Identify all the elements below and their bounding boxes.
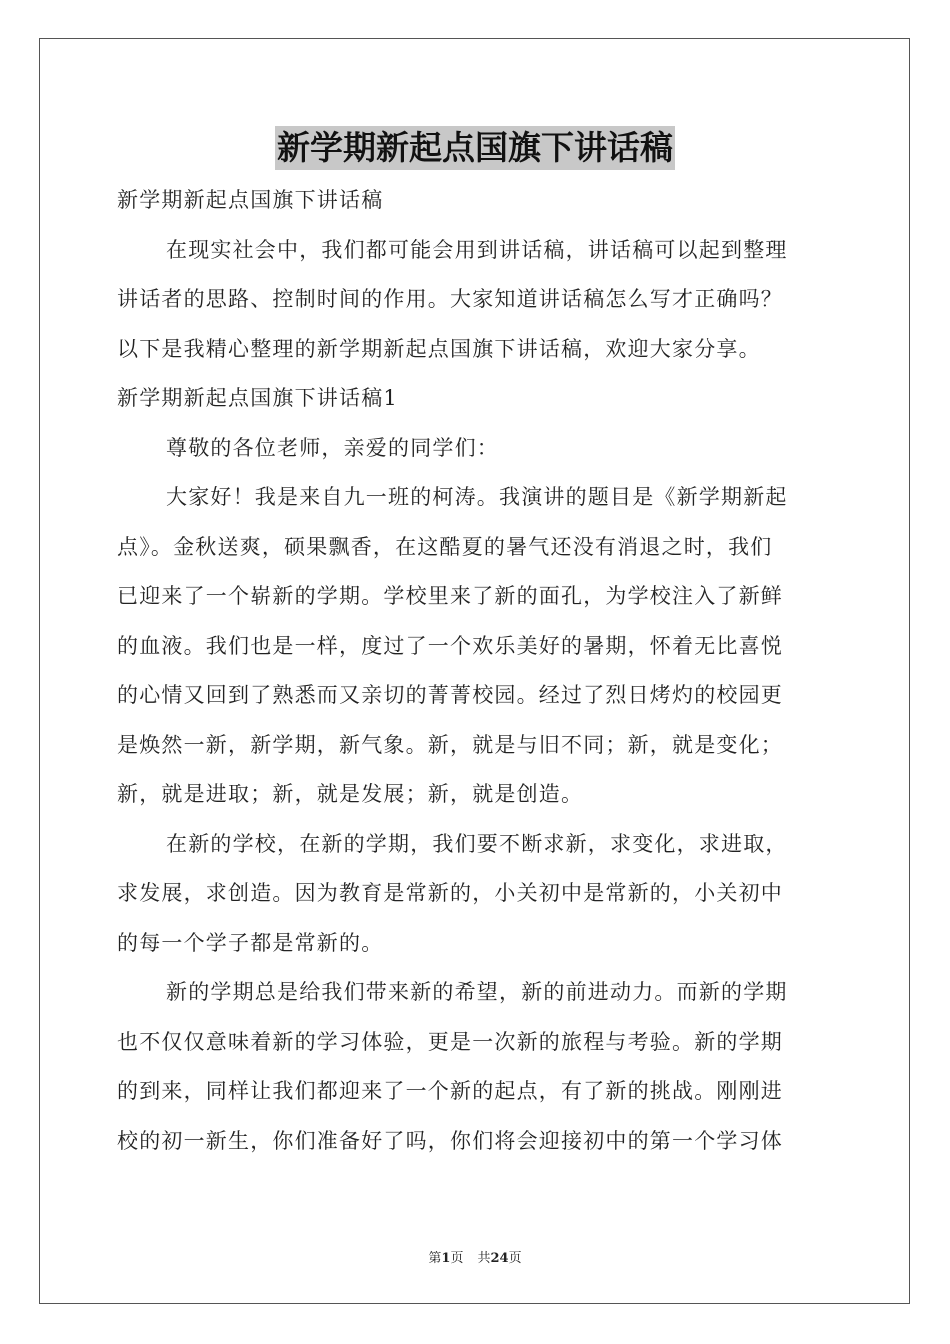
page-footer — [0, 1247, 950, 1266]
text-line: 在现实社会中，我们都可能会用到讲话稿，讲话稿可以起到整理 — [166, 237, 788, 262]
text-line: 新的学期总是给我们带来新的希望，新的前进动力。而新的学期 — [166, 980, 788, 1004]
text-line: 新学期新起点国旗下讲话稿 — [117, 188, 384, 212]
page-number: 1 — [441, 1251, 451, 1266]
total-pages: 24 — [490, 1251, 509, 1266]
title-container — [0, 126, 950, 170]
page-prefix: 第 — [428, 1251, 442, 1266]
total-suffix: 页 — [508, 1251, 522, 1266]
text-line: 尊敬的各位老师，亲爱的同学们： — [166, 435, 499, 460]
text-line: 求发展，求创造。因为教育是常新的，小关初中是常新的，小关初中 — [117, 881, 783, 905]
text-line: 讲话者的思路、控制时间的作用。大家知道讲话稿怎么写才正确吗？ — [117, 287, 783, 311]
text-line: 已迎来了一个崭新的学期。学校里来了新的面孔，为学校注入了新鲜 — [117, 584, 783, 608]
text-line: 的血液。我们也是一样，度过了一个欢乐美好的暑期，怀着无比喜悦 — [117, 633, 783, 658]
text-line: 在新的学校，在新的学期，我们要不断求新，求变化，求进取， — [166, 831, 788, 856]
text-line: 大家好！我是来自九一班的柯涛。我演讲的题目是《新学期新起 — [166, 485, 788, 509]
text-line: 以下是我精心整理的新学期新起点国旗下讲话稿，欢迎大家分享。 — [117, 336, 761, 361]
text-line: 校的初一新生，你们准备好了吗，你们将会迎接初中的第一个学习体 — [117, 1128, 783, 1153]
document-body — [117, 176, 833, 1166]
text-line: 也不仅仅意味着新的学习体验，更是一次新的旅程与考验。新的学期 — [117, 1029, 783, 1054]
text-line: 点》。金秋送爽，硕果飘香，在这酷夏的暑气还没有消退之时，我们 — [117, 534, 773, 559]
text-line: 是焕然一新，新学期，新气象。新，就是与旧不同；新，就是变化； — [117, 732, 783, 757]
text-line: 的心情又回到了熟悉而又亲切的菁菁校园。经过了烈日烤灼的校园更 — [117, 683, 783, 707]
text-line: 的到来，同样让我们都迎来了一个新的起点，有了新的挑战。刚刚进 — [117, 1079, 783, 1103]
total-prefix: 共 — [477, 1251, 491, 1266]
page-suffix: 页 — [450, 1251, 464, 1266]
text-line: 的每一个学子都是常新的。 — [117, 930, 384, 955]
text-line: 新，就是进取；新，就是发展；新，就是创造。 — [117, 782, 584, 806]
text-line: 新学期新起点国旗下讲话稿1 — [117, 386, 398, 410]
document-title: 新学期新起点国旗下讲话稿 — [275, 126, 675, 170]
